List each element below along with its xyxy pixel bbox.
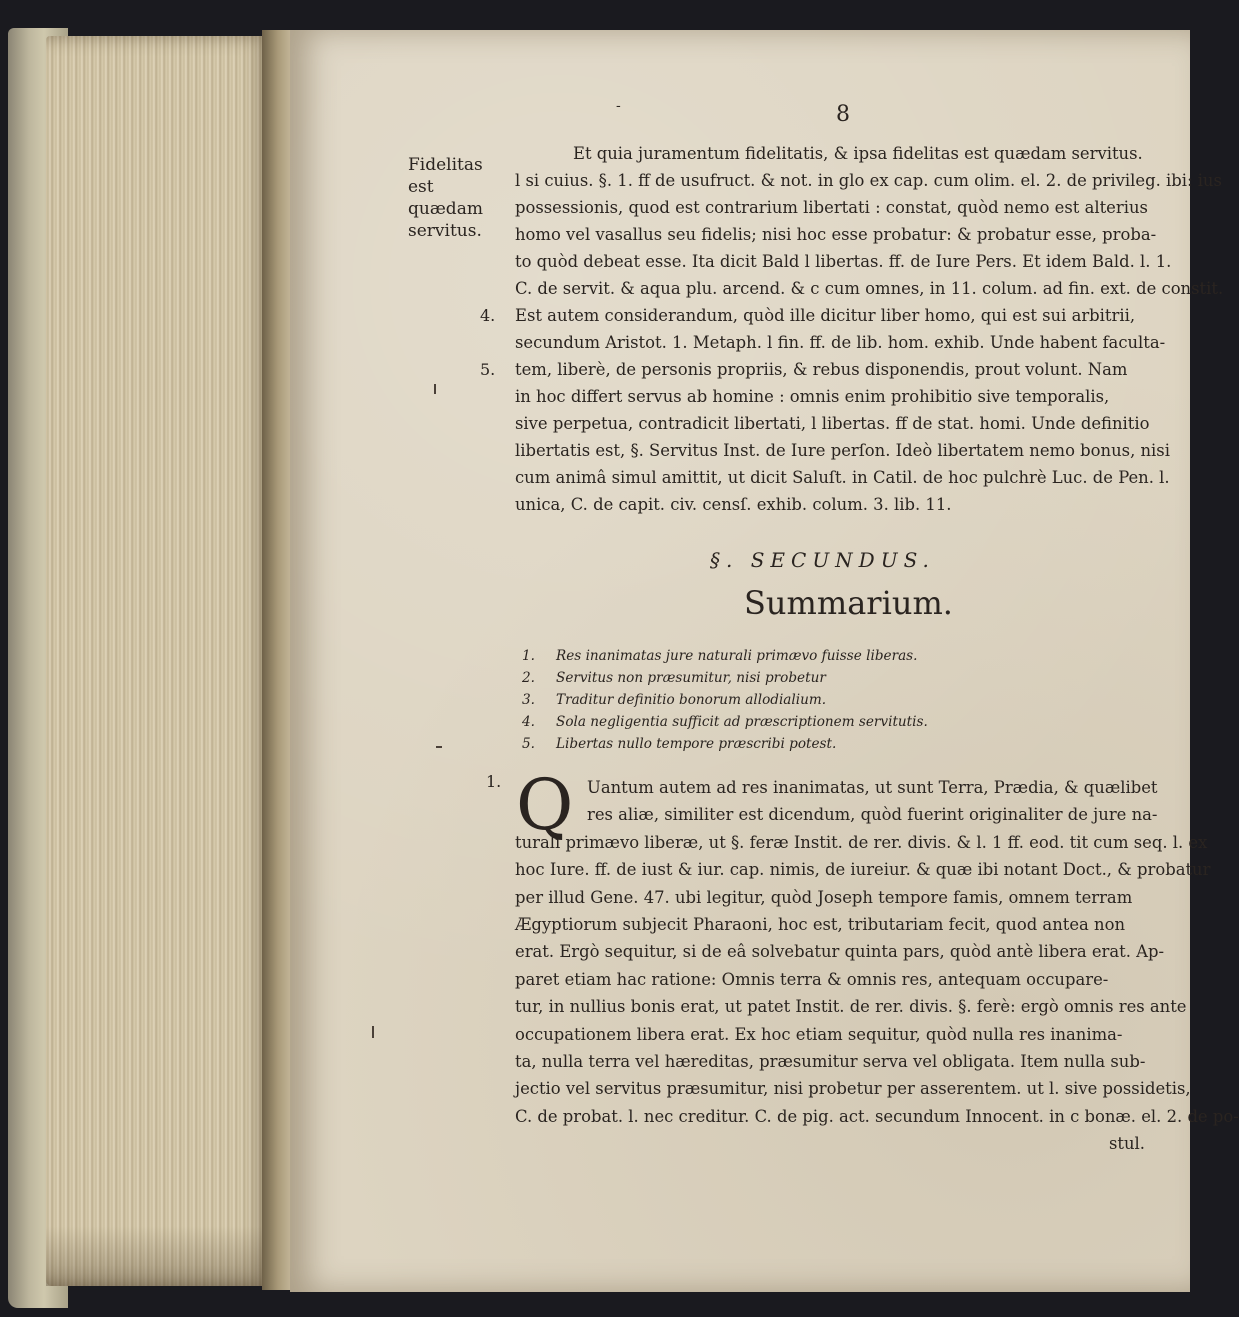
text-line: sive perpetua, contradicit libertati, l libertas. ff de stat. homi. Unde definitio (515, 414, 1150, 433)
text-line: Est autem considerandum, quòd ille dicitur liber homo, qui est sui arbitrii, (515, 306, 1136, 325)
ink-mark (372, 1026, 374, 1038)
text-line: unica, C. de capit. civ. censſ. exhib. colum. 3. lib. 11. (515, 495, 952, 514)
summary-item (522, 648, 982, 670)
summary-item (522, 714, 982, 736)
summary-item-number: 1. (522, 648, 535, 664)
page-fore-edge (46, 36, 272, 1286)
summary-item-number: 3. (522, 692, 535, 708)
marginal-note-line: quædam (408, 199, 483, 219)
summary-item-text: Libertas nullo tempore præscribi potest. (556, 736, 837, 752)
text-line: paret etiam hac ratione: Omnis terra & omnis res, antequam occupare- (515, 969, 1109, 989)
summary-item-text: Sola negligentia sufficit ad præscriptionem servitutis. (556, 714, 928, 730)
text-line: Ægyptiorum subjecit Pharaoni, hoc est, tributariam fecit, quod antea non (515, 915, 1125, 935)
text-line: Uantum autem ad res inanimatas, ut sunt Terra, Prædia, & quælibet (587, 778, 1158, 797)
marginal-note-line: Fidelitas est (408, 155, 483, 197)
text-line: Et quia juramentum fidelitatis, & ipsa fidelitas est quædam servitus. (573, 144, 1143, 163)
text-line: stul. (1108, 1134, 1145, 1154)
text-line: cum animâ simul amittit, ut dicit Saluſt. in Catil. de hoc pulchrè Luc. de Pen. l. (515, 468, 1170, 487)
marginal-note (408, 154, 508, 242)
text-line: tur, in nullius bonis erat, ut patet Instit. de rer. divis. §. ferè: ergò omnis res ante (515, 997, 1187, 1017)
text-line: libertatis est, §. Servitus Inst. de Iure perſon. Ideò libertatem nemo bonus, nisi (515, 441, 1170, 460)
ink-mark: - (616, 98, 621, 114)
text-line: turali primævo liberæ, ut §. feræ Instit. de rer. divis. & l. 1 ff. eod. tit cum seq. l. ex (515, 832, 1208, 852)
text-line: erat. Ergò sequitur, si de eâ solvebatur quinta pars, quòd antè libera erat. Ap- (515, 942, 1165, 962)
text-line: homo vel vasallus seu fidelis; nisi hoc esse probatur: & probatur esse, proba- (515, 225, 1157, 244)
text-line: C. de probat. l. nec creditur. C. de pig. act. secundum Innocent. in c bonæ. el. 2. de po- (515, 1106, 1239, 1126)
summary-item (522, 736, 982, 758)
text-line: l si cuius. §. 1. ff de usufruct. & not. in glo ex cap. cum olim. el. 2. de privileg. ibi: ius (515, 171, 1222, 190)
drop-cap: Q (516, 764, 574, 846)
text-line: occupationem libera erat. Ex hoc etiam sequitur, quòd nulla res inanima- (515, 1024, 1123, 1044)
text-line: in hoc differt servus ab homine : omnis enim prohibitio sive temporalis, (515, 387, 1110, 406)
summary-item-number: 5. (522, 736, 535, 752)
summary-item-number: 2. (522, 670, 535, 686)
text-line: possessionis, quod est contrarium libertati : constat, quòd nemo est alterius (515, 198, 1148, 217)
ink-mark (436, 746, 442, 748)
text-line: hoc Iure. ff. de iust & iur. cap. nimis, de iureiur. & quæ ibi notant Doct., & probatur (515, 860, 1211, 880)
summary-item-text: Traditur definitio bonorum allodialium. (556, 692, 827, 708)
summary-item-text: Res inanimatas jure naturali primævo fuisse liberas. (556, 648, 918, 664)
text-line: tem, liberè, de personis propriis, & rebus disponendis, prout volunt. Nam (515, 360, 1128, 379)
text-line: to quòd debeat esse. Ita dicit Bald l libertas. ff. de Iure Pers. Et idem Bald. l. 1. (515, 252, 1172, 271)
text-line: res aliæ, similiter est dicendum, quòd fuerint originaliter de jure na- (587, 805, 1158, 825)
text-line: ta, nulla terra vel hæreditas, præsumitur serva vel obligata. Item nulla sub- (515, 1052, 1146, 1072)
margin-number: 1. (486, 772, 502, 791)
summary-item (522, 670, 982, 692)
text-line: per illud Gene. 47. ubi legitur, quòd Joseph tempore famis, omnem terram (515, 887, 1133, 907)
body-paragraph (515, 140, 1224, 518)
text-line: secundum Aristot. 1. Metaph. l fin. ff. de lib. hom. exhib. Unde habent faculta- (515, 333, 1166, 352)
margin-number: 4. (480, 306, 496, 325)
text-line: jectio vel servitus præsumitur, nisi probetur per asserentem. ut l. sive possidetis, (515, 1079, 1191, 1099)
body-paragraph (515, 774, 1239, 1158)
page-number: 8 (836, 102, 850, 127)
text-line: C. de servit. & aqua plu. arcend. & c cum omnes, in 11. colum. ad fin. ext. de constit. (515, 279, 1224, 298)
summary-list (522, 648, 982, 758)
section-title: Summarium. (744, 584, 953, 622)
summary-item-number: 4. (522, 714, 535, 730)
summary-item (522, 692, 982, 714)
section-label: §. SECUNDUS. (710, 548, 935, 572)
margin-number: 5. (480, 360, 496, 379)
ink-mark (434, 384, 436, 394)
summary-item-text: Servitus non præsumitur, nisi probetur (556, 670, 826, 686)
marginal-note-line: servitus. (408, 221, 482, 241)
